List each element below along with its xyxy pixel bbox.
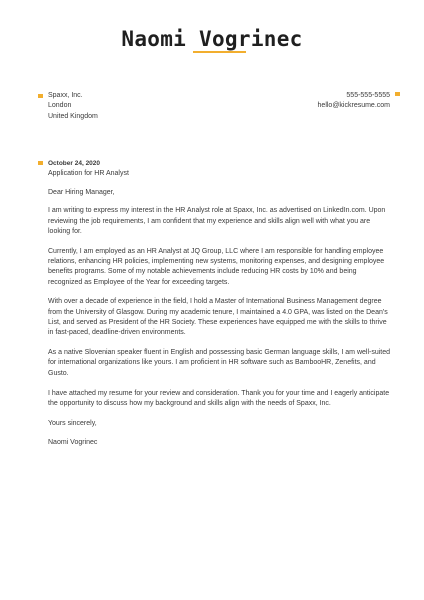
- contact-phone[interactable]: 555-555-5555: [346, 92, 390, 99]
- paragraph: With over a decade of experience in the field, I hold a Master of International Business Management degree from the University of Glasgow. During my academic tenure, I maintained a 4.0 GPA, was listed on the Dean's List, and served as President of the HR Society. These experiences have equipped me with the skills to thrive in fast-paced, deadline-driven environments.: [48, 298, 388, 337]
- paragraph: I have attached my resume for your review and consideration. Thank you for your time and I eagerly anticipate the opportunity to discuss how my background and skills align with the needs of Spaxx, Inc.: [48, 389, 390, 407]
- signature: Naomi Vogrinec: [48, 439, 98, 447]
- contact-marker: [395, 92, 400, 96]
- contact-email[interactable]: hello@kickresume.com: [317, 102, 390, 110]
- paragraph: I am writing to express my interest in the HR Analyst role at Spaxx, Inc. as advertised on LinkedIn.com. Upon reviewing the job requirements, I am confident that my experience and skills align well with what you are looking for.: [48, 207, 386, 235]
- recipient-company: Spaxx, Inc.: [48, 92, 83, 99]
- letter-date: October 24, 2020: [48, 160, 101, 167]
- recipient-country: United Kingdom: [48, 112, 98, 120]
- closing: Yours sincerely,: [48, 419, 97, 427]
- contact-phone-row: [318, 91, 400, 101]
- applicant-name: Naomi Vogrinec: [121, 27, 303, 51]
- letter-body: [38, 159, 392, 458]
- name-accent-underline: [193, 51, 246, 53]
- contact-email-row: [318, 101, 400, 111]
- contact-info: [318, 91, 400, 112]
- salutation: Dear Hiring Manager,: [48, 188, 115, 196]
- recipient-address: [38, 91, 98, 122]
- letter-content: [38, 188, 392, 449]
- paragraph: Currently, I am employed as an HR Analyst at JQ Group, LLC where I am responsible for handling employee relations, enhancing HR policies, implementing new systems, monitoring expenses, and designing employee benefits programs. Some of my notable achievements include reducing HR costs by 10% and being recognized as Employee of the Year for exceeding targets.: [48, 247, 385, 286]
- letter-subject: Application for HR Analyst: [48, 170, 129, 178]
- paragraph: As a native Slovenian speaker fluent in English and possessing basic German language skills, I am well-suited for international organizations like yours. I am proficient in HR software such as BambooHR, Zenefits, and Gusto.: [48, 349, 391, 377]
- recipient-city: London: [48, 102, 72, 110]
